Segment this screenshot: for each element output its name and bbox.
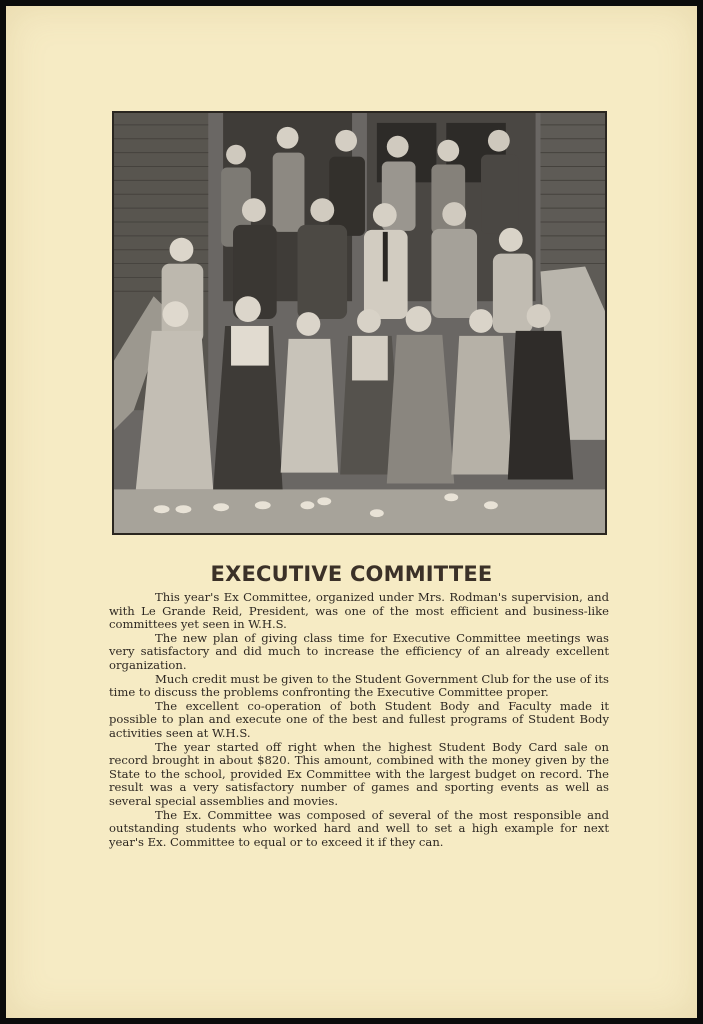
paragraph-4: The excellent co-operation of both Student Body and Faculty made it possible to plan and execute one of the best and fullest programs of Student Body activities seen at W.H.S. [109, 698, 609, 740]
paragraph-3: Much credit must be given to the Student Government Club for the use of its time to discuss the problems confronting the Executive Committee proper. [109, 671, 609, 700]
paragraph-5: The year started off right when the highest Student Body Card sale on record brought in about $820. This amount, combined with the money given by the State to the school, provided Ex Committee with the largest budget on record. The result was a very satisfactory number of games and sporting events as well as several special assemblies and movies. [109, 739, 609, 808]
paragraph-1: This year's Ex Committee, organized under Mrs. Rodman's supervision, and with Le Grande Reid, President, was one of the most efficient and business-like committees yet seen in W.H.S. [109, 590, 609, 632]
group-photo [112, 111, 607, 535]
page-title: EXECUTIVE COMMITTEE [210, 562, 493, 586]
paragraph-2: The new plan of giving class time for Executive Committee meetings was very satisfactory and did much to increase the efficiency of an already excellent organization. [109, 630, 609, 672]
article-body [109, 591, 609, 849]
paragraph-6: The Ex. Committee was composed of several of the most responsible and outstanding students who worked hard and well to set a high example for next year's Ex. Committee to equal or to exceed it if they can. [109, 807, 609, 849]
yearbook-page [6, 6, 697, 1018]
group-photo-image [114, 113, 605, 533]
